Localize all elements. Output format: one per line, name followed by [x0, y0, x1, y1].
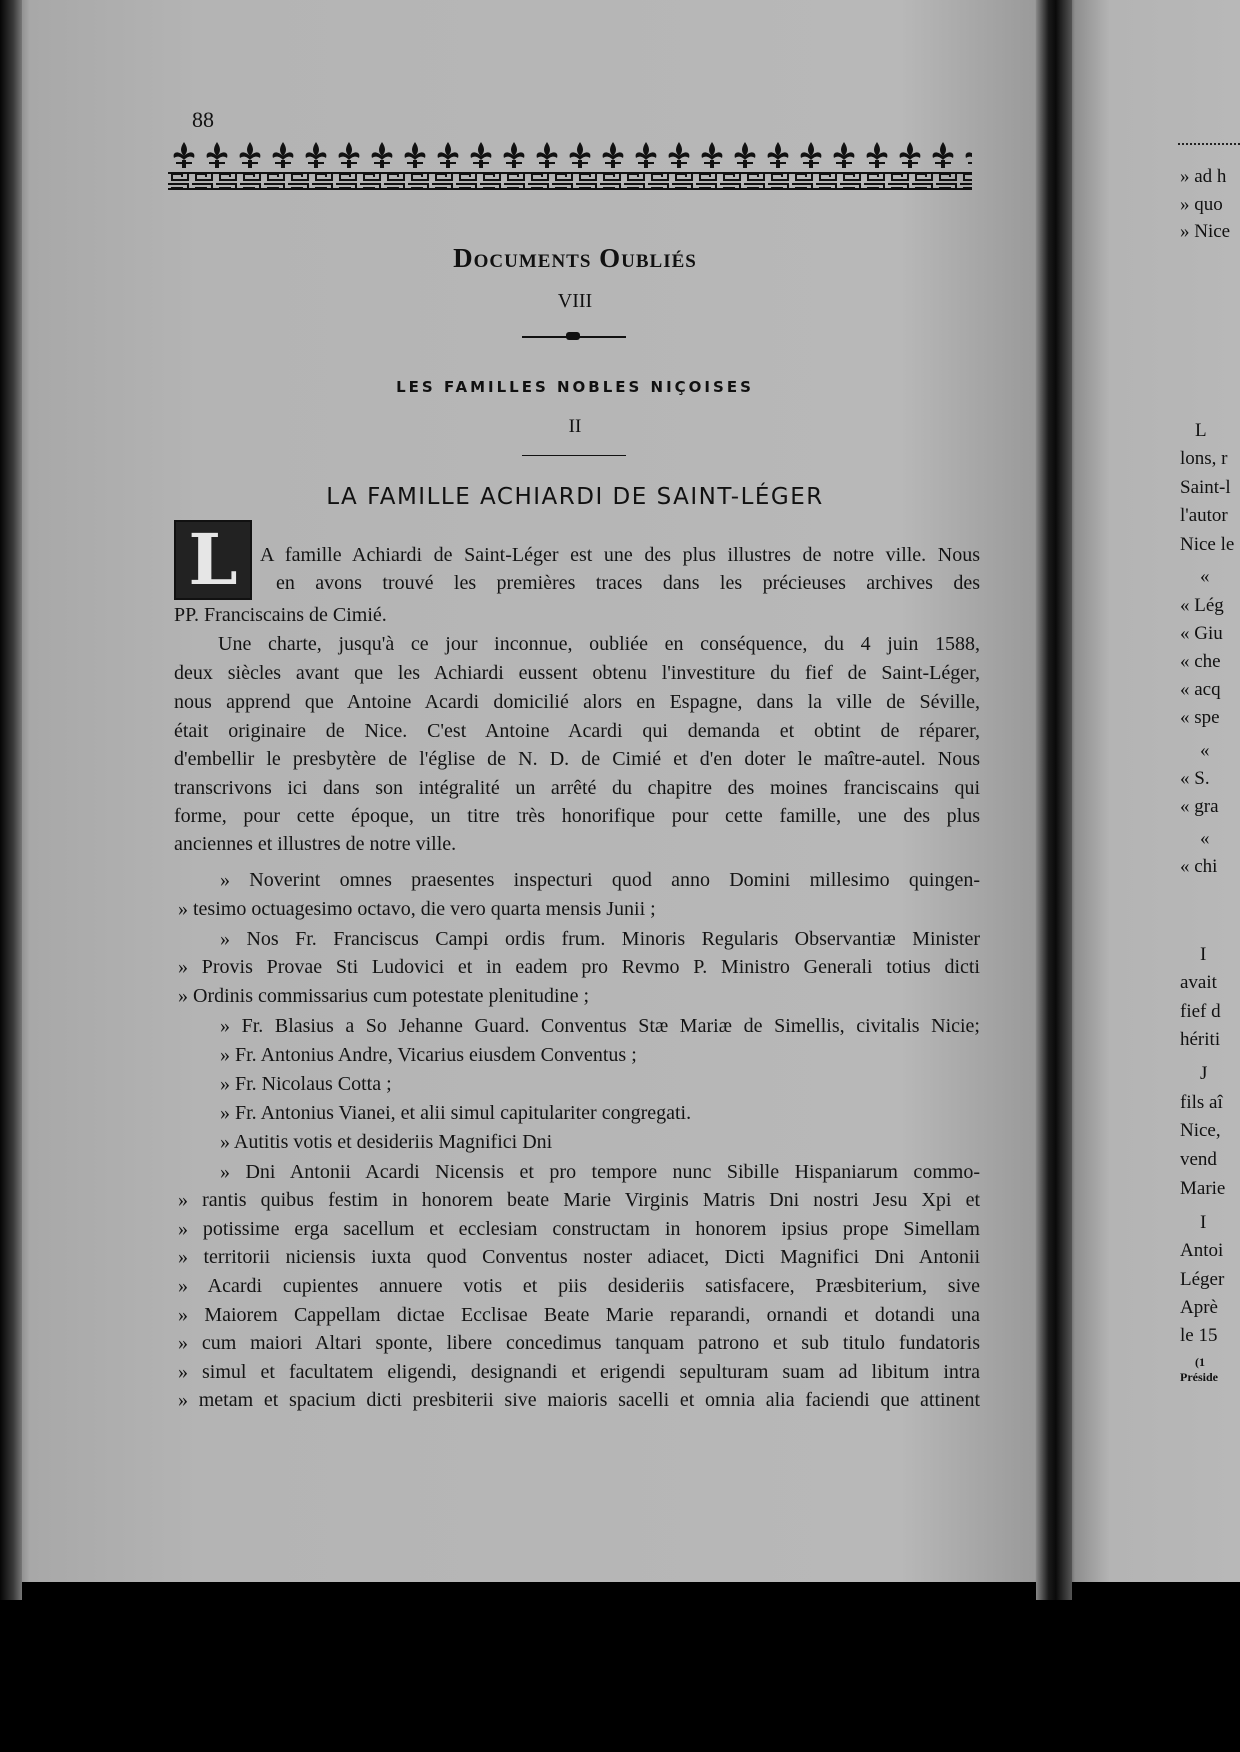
quote-line: » cum maiori Altari sponte, libere concedimus tanquam patrono et sub titulo fundatoris	[178, 1332, 980, 1354]
right-page-line: Léger	[1180, 1269, 1225, 1290]
right-page-line: Antoi	[1180, 1240, 1224, 1261]
body-line: était originaire de Nice. C'est Antoine Acardi qui demanda et obtint de réparer,	[174, 720, 980, 742]
right-page-line: I	[1200, 1212, 1207, 1233]
right-page-line: » quo	[1180, 194, 1223, 215]
right-page-line: « Giu	[1180, 623, 1223, 644]
quote-line: » rantis quibus festim in honorem beate Marie Virginis Matris Dni nostri Jesu Xpi et	[178, 1189, 980, 1211]
right-page-line: J	[1200, 1063, 1208, 1084]
dropcap-letter: L	[174, 520, 252, 600]
body-line: transcrivons ici dans son intégralité un arrêté du chapitre des moines franciscains qui	[174, 777, 980, 799]
quote-line: » potissime erga sacellum et ecclesiam constructam in honorem ipsius prope Simellam	[178, 1218, 980, 1240]
divider	[522, 455, 626, 456]
sub-part-number: II	[568, 416, 582, 437]
quote-line: » Ordinis commissarius cum potestate plenitudine ;	[178, 985, 590, 1007]
book-gutter	[1036, 0, 1072, 1600]
quote-line: » metam et spacium dicti presbiterii sive maioris sacelli et omnia alia faciendi que attinent	[178, 1389, 980, 1411]
right-page-line: vend	[1180, 1149, 1217, 1170]
quote-line: » Maiorem Cappellam dictae Ecclisae Beate Marie reparandi, ornandi et dotandi una	[178, 1304, 980, 1326]
fleur-de-lis-border-ornament	[168, 140, 972, 190]
right-page-line: lons, r	[1180, 448, 1228, 469]
right-page-line: (1	[1195, 1355, 1205, 1369]
quote-line: » Fr. Antonius Andre, Vicarius eiusdem Conventus ;	[220, 1044, 637, 1066]
right-page-line: » ad h	[1180, 166, 1227, 187]
right-page-line: Saint-l	[1180, 477, 1231, 498]
body-line: nous apprend que Antoine Acardi domicilié alors en Espagne, dans la ville de Séville,	[174, 691, 980, 713]
quote-line: » Fr. Blasius a So Jehanne Guard. Conventus Stæ Mariæ de Simellis, civitalis Nicie;	[220, 1015, 980, 1037]
right-page-rule	[1178, 143, 1240, 145]
right-page-line: l'autor	[1180, 505, 1228, 526]
quote-line: » Fr. Antonius Vianei, et alii simul capitulariter congregati.	[220, 1102, 692, 1124]
divider-ornament-center	[566, 332, 580, 340]
right-page-line: «	[1200, 740, 1210, 761]
right-page-line: «	[1200, 828, 1210, 849]
body-line: anciennes et illustres de notre ville.	[174, 833, 457, 855]
right-page-line: fils aî	[1180, 1092, 1223, 1113]
right-page-line: « S.	[1180, 768, 1210, 789]
right-page-line: Nice le	[1180, 534, 1235, 555]
quote-line: » territorii niciensis iuxta quod Conventus noster adiacet, Dicti Magnifici Dni Antonii	[178, 1246, 980, 1268]
section-title: LES FAMILLES NOBLES NIÇOISES	[396, 378, 754, 396]
right-page-line: le 15	[1180, 1325, 1218, 1346]
right-page-line: Aprè	[1180, 1297, 1218, 1318]
body-line: d'embellir le presbytère de l'église de N. D. de Cimié et d'en doter le maître-autel. Nous	[174, 748, 980, 770]
quote-line: » Nos Fr. Franciscus Campi ordis frum. Minoris Regularis Observantiæ Minister	[220, 928, 980, 950]
right-page-line: L	[1195, 420, 1207, 441]
page-number: 88	[192, 107, 214, 132]
body-line: Une charte, jusqu'à ce jour inconnue, oubliée en conséquence, du 4 juin 1588,	[218, 633, 980, 655]
right-page-line: « spe	[1180, 707, 1220, 728]
book-edge	[0, 0, 22, 1600]
body-line: PP. Franciscains de Cimié.	[174, 604, 387, 626]
quote-line: » Noverint omnes praesentes inspecturi quod anno Domini millesimo quingen-	[220, 869, 980, 891]
right-page-line: Marie	[1180, 1178, 1226, 1199]
right-page-line: Préside	[1180, 1370, 1218, 1384]
quote-line: » Dni Antonii Acardi Nicensis et pro tempore nunc Sibille Hispaniarum commo-	[220, 1161, 980, 1183]
right-page-line: fief d	[1180, 1001, 1221, 1022]
right-page-line: « che	[1180, 651, 1221, 672]
chapter-title: LA FAMILLE ACHIARDI DE SAINT-LÉGER	[326, 484, 824, 510]
quote-line: » Acardi cupientes annuere votis et piis desideriis satisfacere, Præsbiterium, sive	[178, 1275, 980, 1297]
quote-line: » Fr. Nicolaus Cotta ;	[220, 1073, 392, 1095]
quote-line: » tesimo octuagesimo octavo, die vero quarta mensis Junii ;	[178, 898, 656, 920]
right-page-line: Nice,	[1180, 1120, 1221, 1141]
quote-line: » simul et facultatem eligendi, designandi et erigendi sepulturam suam ad libitum intra	[178, 1361, 980, 1383]
document-title: Documents Oubliés	[453, 243, 697, 273]
body-line: deux siècles avant que les Achiardi eussent obtenu l'investiture du fief de Saint-Léger,	[174, 662, 980, 684]
part-number: VIII	[557, 290, 593, 312]
quote-line: » Autitis votis et desideriis Magnifici Dni	[220, 1131, 553, 1153]
right-page-line: I	[1200, 944, 1207, 965]
right-page-line: « chi	[1180, 856, 1218, 877]
right-page-line: « acq	[1180, 679, 1221, 700]
right-page-line: » Nice	[1180, 221, 1231, 242]
right-page-line: «	[1200, 566, 1210, 587]
quote-line: » Provis Provae Sti Ludovici et in eadem pro Revmo P. Ministro Generali totius dicti	[178, 956, 980, 978]
right-page-line: « gra	[1180, 796, 1219, 817]
body-line: en avons trouvé les premières traces dans les précieuses archives des	[276, 572, 980, 594]
right-page-line: hériti	[1180, 1029, 1221, 1050]
right-page-line: avait	[1180, 972, 1217, 993]
body-line: forme, pour cette époque, un titre très honorifique pour cette famille, une des plus	[174, 805, 980, 827]
body-line: A famille Achiardi de Saint-Léger est une des plus illustres de notre ville. Nous	[260, 544, 980, 566]
right-page-line: « Lég	[1180, 595, 1224, 616]
